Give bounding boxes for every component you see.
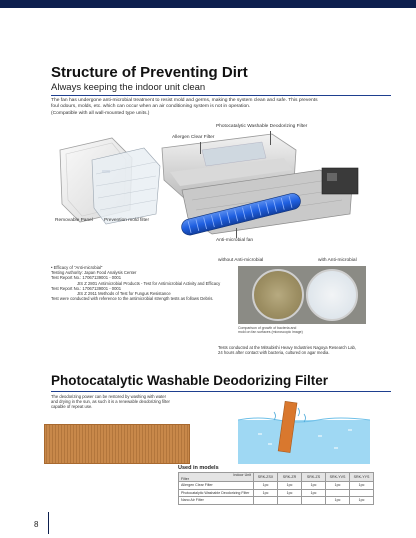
row-label: Photocatalytic Washable Deodorizing Filter [179,489,254,497]
table-cell [254,497,278,505]
top-banner [0,0,416,8]
models-table [178,472,374,505]
petri-caption [238,326,303,335]
label-with-anti-microbial: with Anti-microbial [318,258,357,263]
table-cell: 1pc [326,482,350,490]
caption-line: Comparison of growth of bacteria and [238,326,297,330]
table-row [179,489,374,497]
desc-line: The deodorizing power can be restored by washing with water [51,394,166,399]
table-cell: 1pc [302,482,326,490]
table-cell: 1pc [302,489,326,497]
desc-line: capable of repeat use. [51,404,93,410]
column-header: SRK-ZR [278,473,302,482]
table-cell: 1pc [254,482,278,490]
table-cell [326,489,350,497]
efficacy-line: Testing Authority: Japan Food Analysis Center [51,270,137,276]
table-row [179,497,374,505]
row-label: Nano Air Filter [179,497,254,505]
table-cell [278,497,302,505]
table-row [179,482,374,490]
table-cell: 1pc [350,497,374,505]
leader-line [200,142,201,154]
label-allergen-clear-filter: Allergen Clear Filter [172,135,215,140]
label-anti-microbial-fan: Anti-microbial fan [216,238,254,243]
desc-line: and drying in the sun, as such it is a renewable deodorizing filter [51,399,170,405]
petri-dish-with-growth [252,269,304,321]
efficacy-line: JIS Z 2801 Antimicrobial Products - Test for Antimicrobial Activity and Efficacy [77,280,221,286]
exploded-diagram [52,130,372,242]
table-cell: 1pc [254,489,278,497]
petri-dish-clean [306,269,358,321]
petri-photo-background [238,266,366,324]
filter-indoor-header [179,473,254,482]
row-label: Allergen Clear Filter [179,482,254,490]
label-removable-panel: Removable Panel [55,218,93,223]
table-cell: 1pc [278,489,302,497]
section2-description [51,394,170,410]
intro-line: The fan has undergone anti-microbial treatment to resist mold and germs, making the system clean and safe. This prevents [51,98,318,103]
models-table-wrap [178,472,374,505]
section2-title: Photocatalytic Washable Deodorizing Filter [51,373,329,388]
efficacy-line: JIS Z 2911 Methods of Test for Fungus Resistance [77,291,171,297]
intro-line: foul odours, molds, etc. which can occur when an air conditioning system is not in operation. [51,104,251,110]
intro-line: (Compatible with all wall-mounted type units.) [51,110,150,116]
column-header: SRK-ZSX [254,473,278,482]
label-without-anti-microbial: without Anti-microbial [218,258,264,263]
efficacy-line: Test Report No.: 17067139001 - 0001 [51,275,122,281]
efficacy-line: Test were conducted with reference to the antimicrobial strength tests as follows Debris. [51,296,214,302]
table-cell: 1pc [350,482,374,490]
intro-text [51,98,391,117]
table-cell [302,497,326,505]
title-rule [51,391,391,392]
leader-line [270,131,271,145]
indoor-unit-label: Indoor Unit [233,473,251,477]
leader-line [236,228,237,238]
washing-illustration [238,394,370,464]
prevention-mold-filter-illustration [92,148,160,224]
column-header: SRK-ZS [302,473,326,482]
table-cell [350,489,374,497]
tests-note [218,345,356,355]
efficacy-notes [51,265,220,301]
table-cell: 1pc [326,497,350,505]
tests-note-line: 24 hours after contact with bacteria, cultured on agar media. [218,350,330,356]
deodorizing-filter-photo [44,424,190,464]
filter-col-label: Filter [181,477,189,481]
efficacy-line: Test Report No.: 17067139001 - 0001 [51,285,122,291]
tests-note-line: Tests conducted at the Mitsubishi Heavy Industries Nagoya Research Lab, [218,345,357,350]
page-number: 8 [34,520,39,529]
table-cell: 1pc [278,482,302,490]
title-rule [51,95,391,96]
table-header-row [179,473,374,482]
page-number-bar [48,512,49,534]
section-title: Structure of Preventing Dirt [51,64,248,81]
label-photocatalytic-filter: Photocatalytic Washable Deodorizing Filter [216,124,308,129]
models-heading: Used in models [178,465,219,471]
column-header: SRK-YVS [326,473,350,482]
section-subtitle: Always keeping the indoor unit clean [51,82,206,93]
column-header: SRK-YYS [350,473,374,482]
efficacy-line: • Efficacy of "Anti-microbial" [51,265,103,270]
caption-line: mold on fan surfaces (microscopic image) [238,330,303,335]
label-prevention-mold-filter: Prevention mold filter [104,218,150,223]
